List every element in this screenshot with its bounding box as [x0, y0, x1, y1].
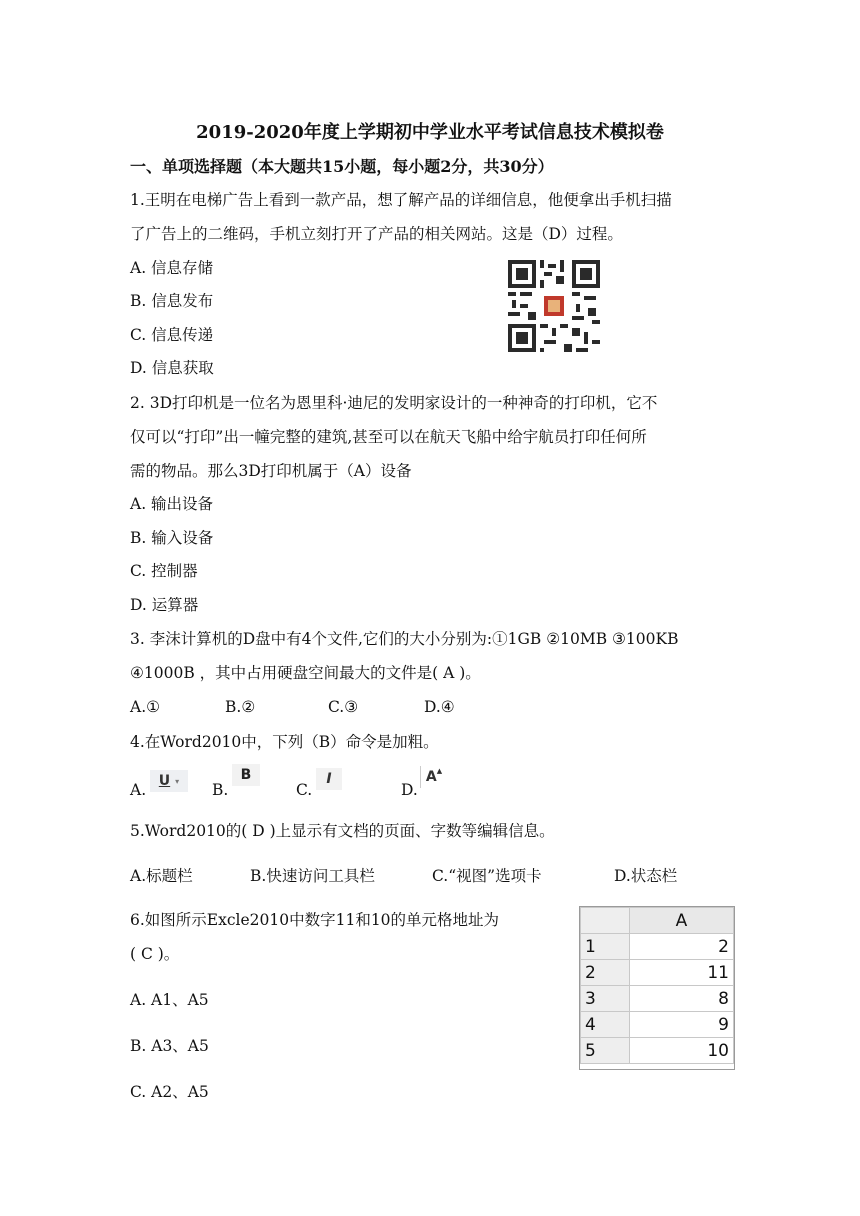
q5-option-c: C.“视图”选项卡 [432, 867, 542, 885]
q3-option-d: D.④ [424, 698, 455, 716]
q2-option-b: B. 输入设备 [130, 529, 214, 547]
bold-icon: B [232, 764, 260, 786]
corner-cell [581, 908, 630, 934]
q5-option-d: D.状态栏 [614, 867, 678, 885]
q1-option-b: B. 信息发布 [130, 292, 214, 310]
qr-code-image [508, 260, 600, 352]
row-number: 5 [581, 1038, 630, 1064]
q4-option-c: C. [296, 781, 313, 799]
q4-text-line1: 4.在Word2010中，下列（B）命令是加粗。 [130, 733, 439, 751]
q6-option-b: B. A3、A5 [130, 1037, 209, 1055]
q3-text-line1: 3. 李沫计算机的D盘中有4个文件,它们的大小分别为:①1GB ②10MB ③100KB [130, 630, 679, 648]
underline-icon: U ▾ [150, 770, 188, 792]
row-number: 3 [581, 986, 630, 1012]
page-title: 2019-2020年度上学期初中学业水平考试信息技术模拟卷 [196, 122, 664, 143]
cell-value: 11 [630, 960, 734, 986]
italic-icon: I [316, 768, 342, 790]
section-heading: 一、单项选择题（本大题共15小题，每小题2分，共30分） [130, 157, 554, 176]
q1-text-line2: 了广告上的二维码，手机立刻打开了产品的相关网站。这是（D）过程。 [130, 225, 623, 243]
q2-option-c: C. 控制器 [130, 562, 198, 580]
q2-option-a: A. 输出设备 [130, 495, 214, 513]
cell-value: 9 [630, 1012, 734, 1038]
excel-spreadsheet-image [579, 906, 735, 1070]
q6-option-c: C. A2、A5 [130, 1083, 209, 1101]
q1-text-line1: 1.王明在电梯广告上看到一款产品，想了解产品的详细信息，他便拿出手机扫描 [130, 191, 672, 209]
q5-option-a: A.标题栏 [130, 867, 193, 885]
q6-text-line1: 6.如图所示Excle2010中数字11和10的单元格地址为 [130, 911, 500, 929]
q1-option-a: A. 信息存储 [130, 259, 214, 277]
row-number: 1 [581, 934, 630, 960]
q3-option-b: B.② [225, 698, 256, 716]
q1-option-c: C. 信息传递 [130, 326, 214, 344]
cell-value: 2 [630, 934, 734, 960]
q4-option-d: D. [401, 781, 418, 799]
q2-text-line2: 仅可以“打印”出一幢完整的建筑,甚至可以在航天飞船中给宇航员打印任何所 [130, 428, 647, 446]
q2-option-d: D. 运算器 [130, 596, 199, 614]
q4-option-b: B. [212, 781, 229, 799]
grow-font-icon: A ▲ [420, 766, 447, 788]
q2-text-line3: 需的物品。那么3D打印机属于（A）设备 [130, 462, 412, 480]
q6-option-a: A. A1、A5 [130, 991, 209, 1009]
row-number: 4 [581, 1012, 630, 1038]
q3-option-a: A.① [130, 698, 161, 716]
q3-option-c: C.③ [328, 698, 359, 716]
q2-text-line1: 2. 3D打印机是一位名为恩里科·迪尼的发明家设计的一种神奇的打印机，它不 [130, 394, 658, 412]
column-header: A [630, 908, 734, 934]
q1-option-d: D. 信息获取 [130, 359, 214, 377]
q5-option-b: B.快速访问工具栏 [250, 867, 375, 885]
q3-text-line2: ④1000B ，其中占用硬盘空间最大的文件是( A )。 [130, 664, 481, 682]
cell-value: 8 [630, 986, 734, 1012]
q4-option-a: A. [130, 781, 147, 799]
table-row [581, 960, 734, 986]
q5-text-line1: 5.Word2010的( D )上显示有文档的页面、字数等编辑信息。 [130, 822, 555, 840]
row-number: 2 [581, 960, 630, 986]
cell-value: 10 [630, 1038, 734, 1064]
table-row [581, 986, 734, 1012]
table-row [581, 1012, 734, 1038]
q6-text-line2: ( C )。 [130, 945, 180, 963]
table-row [581, 1038, 734, 1064]
table-row [581, 934, 734, 960]
